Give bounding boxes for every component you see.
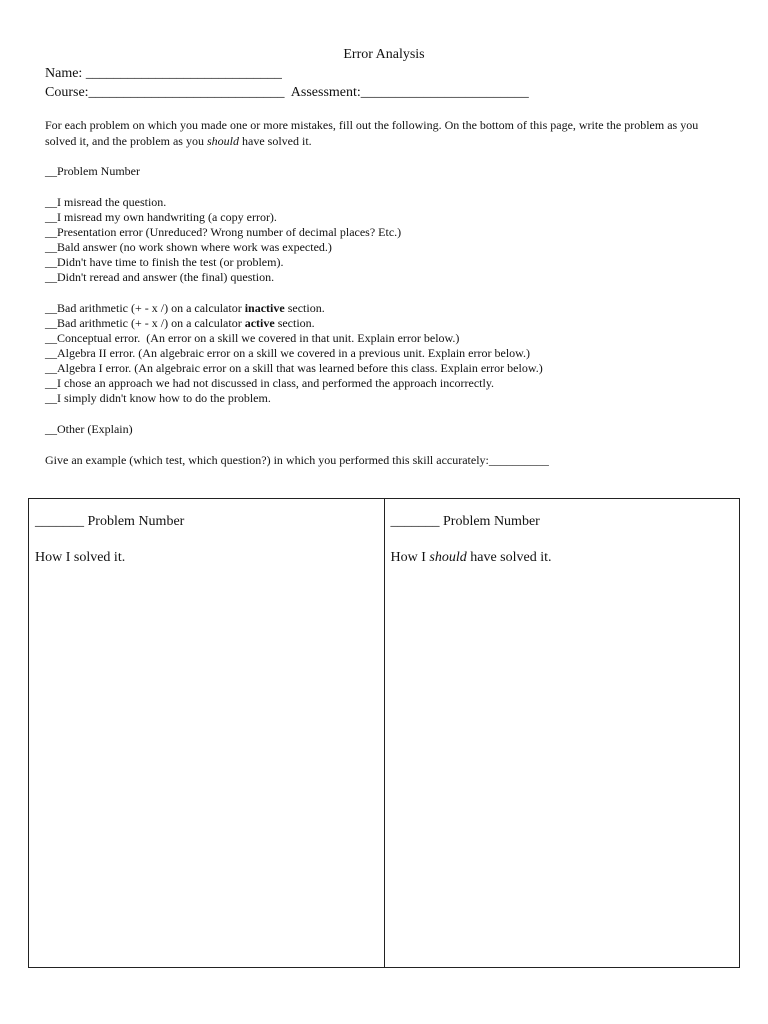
error-item: __Presentation error (Unreduced? Wrong number of decimal places? Etc.) xyxy=(45,225,402,239)
instructions-paragraph xyxy=(45,118,725,149)
right-problem-number: _______ Problem Number xyxy=(390,514,540,529)
how-i-solved-label: How I solved it. xyxy=(35,550,126,565)
error-item-active-calculator: __Bad arithmetic (+ - x /) on a calculator active section. xyxy=(45,316,315,330)
error-item-inactive-calculator: __Bad arithmetic (+ - x /) on a calculator inactive section. xyxy=(45,301,325,315)
solution-table xyxy=(28,498,740,968)
how-i-should-label: How I should have solved it. xyxy=(390,550,552,565)
problem-number-line: __Problem Number xyxy=(45,164,140,178)
should-have-solved-column xyxy=(385,499,740,967)
error-item: __I simply didn't know how to do the problem. xyxy=(45,391,271,405)
instructions-text: For each problem on which you made one or more mistakes, fill out the following. On the bottom of this page, write the problem as you solved it, and the problem as you xyxy=(45,118,699,148)
solved-it-column xyxy=(29,499,385,967)
error-item: __Conceptual error. (An error on a skill we covered in that unit. Explain error below.) xyxy=(45,331,460,345)
error-item: __I misread the question. xyxy=(45,195,167,209)
course-assessment-line: Course:____________________________ Assessment:________________________ xyxy=(45,85,529,100)
error-item: __Didn't have time to finish the test (or problem). xyxy=(45,255,284,269)
error-item: __Bald answer (no work shown where work was expected.) xyxy=(45,240,332,254)
error-item: __I misread my own handwriting (a copy error). xyxy=(45,210,277,224)
page-title: Error Analysis xyxy=(343,47,425,62)
example-prompt-line: Give an example (which test, which question?) in which you performed this skill accurately:__________ xyxy=(45,453,549,467)
error-item: __Algebra I error. (An algebraic error on a skill that was learned before this class. Explain error below.) xyxy=(45,361,543,375)
error-item: __Didn't reread and answer (the final) question. xyxy=(45,270,275,284)
name-field-line: Name: ____________________________ xyxy=(45,66,282,81)
other-explain-line: __Other (Explain) xyxy=(45,422,133,436)
left-problem-number: _______ Problem Number xyxy=(35,514,185,529)
error-item: __Algebra II error. (An algebraic error on a skill we covered in a previous unit. Explain error below.) xyxy=(45,346,531,360)
instructions-emphasis: should xyxy=(206,133,239,148)
error-item: __I chose an approach we had not discussed in class, and performed the approach incorrectly. xyxy=(45,376,495,390)
instructions-text-end: have solved it. xyxy=(239,133,312,148)
